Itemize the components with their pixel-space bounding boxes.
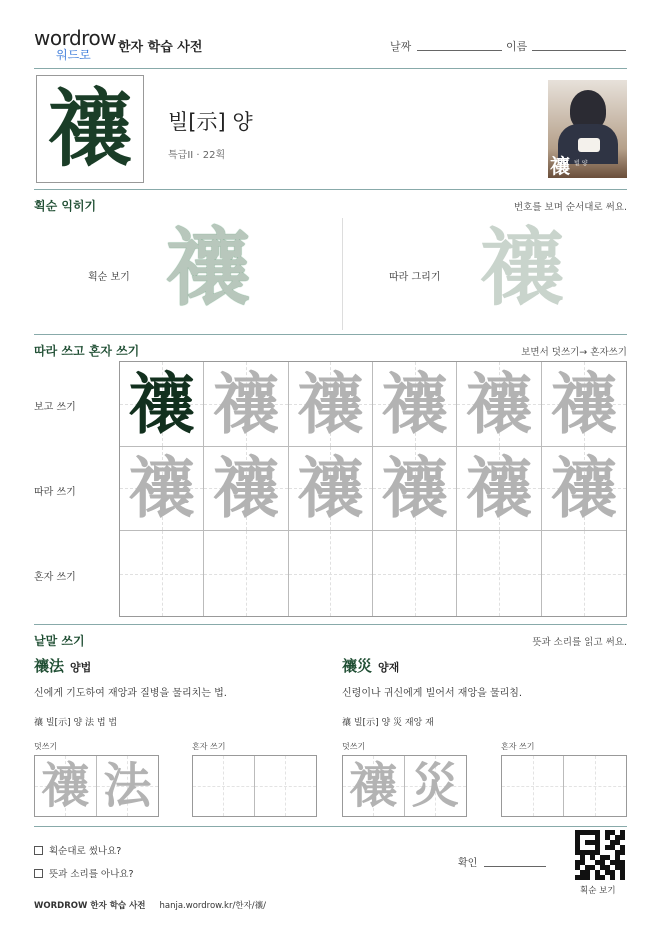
hanja-level: 특급II · 22획 <box>168 150 226 161</box>
row-label-trace: 따라 쓰기 <box>34 487 76 498</box>
trace-char: 禳 <box>550 364 617 443</box>
practice-cell[interactable] <box>204 362 288 447</box>
stroke-trace-label: 따라 그리기 <box>389 272 441 283</box>
footer-brand: WORDROW 한자 학습 사전 <box>34 901 146 911</box>
vocab-section-note: 뜻과 소리를 읽고 써요. <box>532 637 627 648</box>
practice-section-title: 따라 쓰고 혼자 쓰기 <box>34 344 140 358</box>
trace-char: 禳 <box>550 449 617 528</box>
photo-char: 禳 <box>550 154 570 178</box>
vocab-cell-empty[interactable] <box>255 756 317 816</box>
vocab-entry-2 <box>342 655 399 676</box>
stroke-trace-diagram[interactable] <box>480 218 565 317</box>
vocab-word: 禳災 <box>342 657 373 675</box>
trace-char: 禳 <box>465 449 532 528</box>
divider <box>34 826 627 827</box>
trace-char: 禳 <box>212 449 279 528</box>
trace-char: 禳 <box>381 449 448 528</box>
practice-cell[interactable] <box>204 447 288 532</box>
logo-korean: 워드로 <box>56 48 91 62</box>
checklist-item[interactable] <box>34 843 121 857</box>
photo-caption: 빌 양 <box>574 160 588 167</box>
hero-char: 禳 <box>47 79 132 178</box>
date-label: 날짜 <box>390 40 412 53</box>
practice-cell[interactable] <box>120 447 204 532</box>
practice-cell[interactable] <box>289 362 373 447</box>
trace-char: 禳 <box>297 449 364 528</box>
vocab-cell-empty[interactable] <box>193 756 255 816</box>
trace-box-label: 덧쓰기 <box>342 742 366 751</box>
vocab-cell[interactable] <box>35 756 97 816</box>
row-label-self: 혼자 쓰기 <box>34 572 76 583</box>
checklist-item[interactable] <box>34 866 134 880</box>
practice-cell[interactable] <box>373 447 457 532</box>
logo-wordmark: wordrow <box>34 26 117 50</box>
practice-grid <box>119 361 627 617</box>
vocab-self-box <box>501 755 627 817</box>
hero-char-box <box>36 75 144 183</box>
practice-cell-empty[interactable] <box>373 531 457 616</box>
checklist-label: 뜻과 소리를 아나요? <box>49 869 134 880</box>
name-label: 이름 <box>506 40 528 53</box>
practice-cell[interactable] <box>542 362 626 447</box>
vocab-cell-empty[interactable] <box>564 756 626 816</box>
divider <box>342 218 343 330</box>
vocab-entry-1 <box>34 655 91 676</box>
vocab-cell[interactable] <box>343 756 405 816</box>
stroke-view-label: 획순 보기 <box>88 272 130 283</box>
app-title: 한자 학습 사전 <box>118 40 203 55</box>
stroke-trace-char: 禳 <box>480 218 565 317</box>
qr-label: 획순 보기 <box>580 886 616 896</box>
practice-cell[interactable] <box>542 447 626 532</box>
confirm-field[interactable] <box>484 866 546 867</box>
hanja-meaning: 빌[示] 양 <box>168 110 253 134</box>
vocab-hint: 禳 빌[示] 양 法 법 법 <box>34 718 118 728</box>
trace-char: 禳 <box>297 364 364 443</box>
self-box-label: 혼자 쓰기 <box>192 742 226 751</box>
divider <box>34 68 627 69</box>
practice-cell[interactable] <box>457 447 541 532</box>
model-char: 禳 <box>128 364 195 443</box>
checklist-label: 획순대로 썼나요? <box>49 846 122 857</box>
vocab-reading: 양재 <box>378 661 400 674</box>
practice-cell[interactable] <box>457 362 541 447</box>
stroke-order-char: 禳 <box>166 218 251 317</box>
vocab-definition: 신에게 기도하여 재앙과 질병을 물리치는 법. <box>34 688 227 699</box>
vocab-reading: 양법 <box>70 661 92 674</box>
vocab-cell[interactable] <box>405 756 467 816</box>
vocab-word: 禳法 <box>34 657 65 675</box>
footer <box>34 899 266 911</box>
logo <box>34 26 117 64</box>
vocab-hint: 禳 빌[示] 양 災 재앙 재 <box>342 718 434 728</box>
trace-char: 禳 <box>349 758 398 814</box>
trace-char: 法 <box>103 758 152 814</box>
checkbox[interactable] <box>34 846 43 855</box>
vocab-section-title: 낱말 쓰기 <box>34 634 85 648</box>
vocab-cell[interactable] <box>97 756 159 816</box>
practice-cell-empty[interactable] <box>204 531 288 616</box>
vocab-definition: 신령이나 귀신에게 빌어서 재앙을 물리침. <box>342 688 523 699</box>
trace-char: 禳 <box>212 364 279 443</box>
vocab-trace-box <box>34 755 159 817</box>
qr-code[interactable] <box>575 830 625 880</box>
divider <box>34 624 627 625</box>
name-field[interactable] <box>532 50 626 51</box>
practice-cell-empty[interactable] <box>457 531 541 616</box>
trace-char: 禳 <box>381 364 448 443</box>
vocab-cell-empty[interactable] <box>502 756 564 816</box>
practice-section-note: 보면서 덧쓰기→ 혼자쓰기 <box>521 347 627 358</box>
date-field[interactable] <box>417 50 502 51</box>
checkbox[interactable] <box>34 869 43 878</box>
trace-char: 禳 <box>465 364 532 443</box>
confirm-label: 확인 <box>458 858 478 869</box>
row-label-view: 보고 쓰기 <box>34 402 76 413</box>
vocab-trace-box <box>342 755 467 817</box>
practice-cell-empty[interactable] <box>120 531 204 616</box>
trace-char: 災 <box>411 758 460 814</box>
stroke-order-diagram <box>166 218 251 317</box>
divider <box>34 334 627 335</box>
illustration-photo <box>548 80 627 178</box>
practice-cell[interactable] <box>373 362 457 447</box>
practice-cell[interactable] <box>289 447 373 532</box>
practice-cell-empty[interactable] <box>542 531 626 616</box>
divider <box>34 189 627 190</box>
trace-char: 禳 <box>128 449 195 528</box>
practice-cell[interactable] <box>120 362 204 447</box>
footer-url[interactable]: hanja.wordrow.kr/한자/禳/ <box>159 901 266 911</box>
stroke-section-note: 번호를 보며 순서대로 써요. <box>513 202 627 213</box>
trace-box-label: 덧쓰기 <box>34 742 58 751</box>
stroke-section-title: 획순 익히기 <box>34 199 97 213</box>
trace-char: 禳 <box>41 758 90 814</box>
practice-cell-empty[interactable] <box>289 531 373 616</box>
vocab-self-box <box>192 755 317 817</box>
self-box-label: 혼자 쓰기 <box>501 742 535 751</box>
